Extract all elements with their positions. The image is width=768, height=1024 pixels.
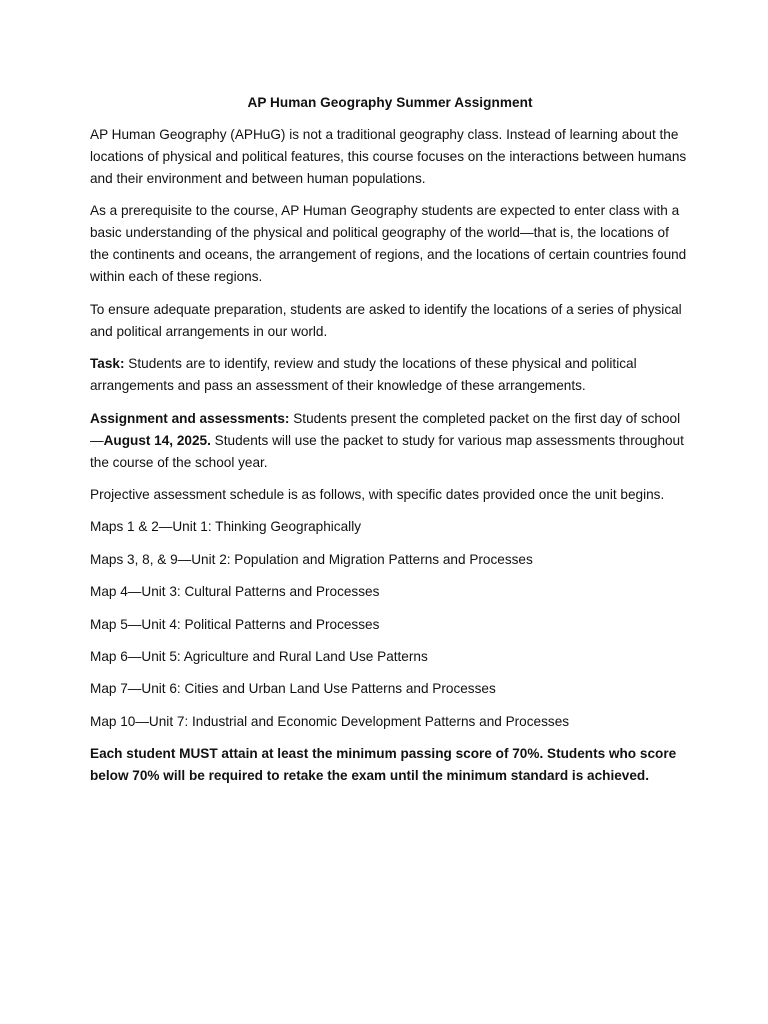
schedule-item: Map 6—Unit 5: Agriculture and Rural Land Use Patterns	[90, 648, 428, 664]
prerequisite-paragraph: As a prerequisite to the course, AP Human Geography students are expected to enter class with a basic understanding of the physical and political geography of the world—that is, the locations of the continents and oceans, the arrangement of regions, and the locations of certain countries found within each of these regions.	[90, 203, 687, 285]
document-page	[90, 92, 690, 797]
task-paragraph	[90, 353, 690, 397]
closing-paragraph: Each student MUST attain at least the minimum passing score of 70%. Students who score below 70% will be required to retake the exam until the minimum standard is achieved.	[90, 746, 677, 784]
assignment-text-continued: Students will use the packet to study for various map assessments throughout the course of the school year.	[90, 432, 684, 470]
schedule-item: Map 7—Unit 6: Cities and Urban Land Use Patterns and Processes	[90, 681, 496, 697]
assignment-paragraph	[90, 408, 690, 474]
task-text: Students are to identify, review and study the locations of these physical and political arrangements and pass an assessment of their knowledge of these arrangements.	[90, 356, 637, 394]
task-label: Task:	[90, 356, 125, 372]
schedule-item: Map 5—Unit 4: Political Patterns and Processes	[90, 616, 380, 632]
schedule-intro-paragraph: Projective assessment schedule is as follows, with specific dates provided once the unit begins.	[90, 486, 665, 502]
assignment-text: Students present the completed packet on the first day of school—	[90, 410, 681, 448]
preparation-paragraph: To ensure adequate preparation, students are asked to identify the locations of a series of physical and political arrangements in our world.	[90, 301, 682, 339]
document-title: AP Human Geography Summer Assignment	[247, 95, 533, 110]
assignment-label: Assignment and assessments:	[90, 410, 290, 426]
schedule-item: Maps 3, 8, & 9—Unit 2: Population and Migration Patterns and Processes	[90, 551, 533, 567]
schedule-item: Map 4—Unit 3: Cultural Patterns and Processes	[90, 584, 380, 600]
intro-paragraph: AP Human Geography (APHuG) is not a traditional geography class. Instead of learning about the locations of physical and political features, this course focuses on the interactions between humans and their environment and between human populations.	[90, 127, 687, 186]
schedule-list	[90, 516, 690, 732]
schedule-item: Map 10—Unit 7: Industrial and Economic Development Patterns and Processes	[90, 713, 570, 729]
assignment-date: August 14, 2025.	[103, 432, 211, 448]
schedule-item: Maps 1 & 2—Unit 1: Thinking Geographically	[90, 519, 362, 535]
